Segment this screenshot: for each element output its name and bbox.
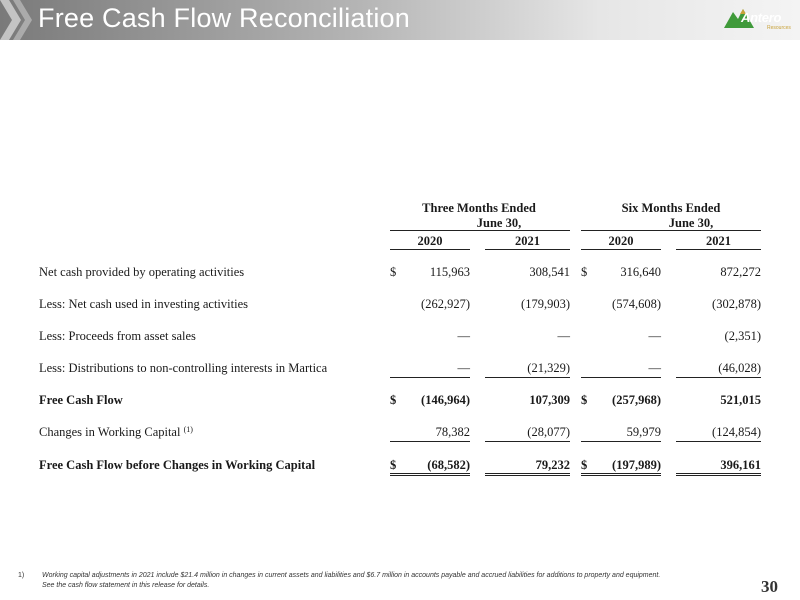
dollar-sign: $ — [390, 393, 397, 407]
group-header-line2: June 30, — [668, 216, 714, 230]
table-cell: 396,161 — [720, 458, 761, 472]
subtotal-underline — [581, 377, 661, 378]
dollar-sign: $ — [390, 458, 397, 472]
logo-subtitle: Resources — [767, 25, 791, 31]
table-cell: — — [557, 329, 570, 343]
year-underline — [485, 249, 570, 250]
logo-wordmark: Antero — [741, 10, 782, 25]
footnote-number: 1) — [18, 572, 25, 579]
table-cell: 59,979 — [626, 425, 661, 439]
subtotal-underline — [676, 377, 761, 378]
total-double-underline — [485, 473, 570, 474]
table-cell: (28,077) — [527, 425, 570, 439]
subtotal-underline — [390, 441, 470, 442]
footnote-line: See the cash flow statement in this release for details. — [42, 582, 210, 589]
group-header-line1: Three Months Ended — [422, 201, 536, 215]
group-underline — [581, 230, 761, 231]
table-cell: (124,854) — [712, 425, 761, 439]
table-cell: (21,329) — [527, 361, 570, 375]
table-cell: 316,640 — [620, 265, 661, 279]
dollar-sign: $ — [390, 265, 397, 279]
group-header-line2: June 30, — [476, 216, 522, 230]
footnote-marker: (1) — [183, 425, 193, 434]
row-label-fcf-before-wc: Free Cash Flow before Changes in Working Capital — [39, 458, 316, 472]
table-cell: (146,964) — [421, 393, 470, 407]
year-underline — [676, 249, 761, 250]
total-double-underline — [390, 475, 470, 476]
table-cell: 78,382 — [435, 425, 470, 439]
table-cell: (179,903) — [521, 297, 570, 311]
row-label-working-capital — [39, 425, 193, 440]
table-cell: 115,963 — [429, 265, 470, 279]
table-cell: — — [457, 361, 470, 375]
year-underline — [581, 249, 661, 250]
table-cell: — — [648, 361, 661, 375]
table-cell: (262,927) — [421, 297, 470, 311]
row-label-free-cash-flow: Free Cash Flow — [39, 393, 123, 407]
total-double-underline — [581, 473, 661, 474]
total-double-underline — [676, 473, 761, 474]
dollar-sign: $ — [581, 458, 588, 472]
subtotal-underline — [390, 377, 470, 378]
footnote-line: Working capital adjustments in 2021 include $21.4 million in changes in current assets and liabilities and $6.7 million in accounts payable and accrued liabilities for additions to property and equipment. — [42, 572, 661, 579]
table-cell: (257,968) — [612, 393, 661, 407]
subtotal-underline — [485, 377, 570, 378]
table-cell: (574,608) — [612, 297, 661, 311]
row-label-operating-cash: Net cash provided by operating activities — [39, 265, 245, 279]
year-header: 2020 — [417, 234, 443, 248]
subtotal-underline — [676, 441, 761, 442]
year-underline — [390, 249, 470, 250]
row-label-asset-sales: Less: Proceeds from asset sales — [39, 329, 196, 343]
table-cell: (2,351) — [724, 329, 761, 343]
subtotal-underline — [581, 441, 661, 442]
year-header: 2020 — [608, 234, 634, 248]
page-number: 30 — [761, 577, 778, 596]
table-cell: — — [648, 329, 661, 343]
table-cell: — — [457, 329, 470, 343]
total-double-underline — [581, 475, 661, 476]
subtotal-underline — [485, 441, 570, 442]
dollar-sign: $ — [581, 265, 588, 279]
group-underline — [390, 230, 570, 231]
row-label-distributions: Less: Distributions to non-controlling interests in Martica — [39, 361, 328, 375]
table-cell: 872,272 — [720, 265, 761, 279]
table-cell: (197,989) — [612, 458, 661, 472]
row-label-text: Changes in Working Capital — [39, 425, 181, 439]
table-cell: (46,028) — [718, 361, 761, 375]
row-label-investing-cash: Less: Net cash used in investing activities — [39, 297, 248, 311]
total-double-underline — [485, 475, 570, 476]
total-double-underline — [390, 473, 470, 474]
total-double-underline — [676, 475, 761, 476]
table-cell: 521,015 — [720, 393, 761, 407]
table-cell: 79,232 — [535, 458, 570, 472]
group-header-three-months — [388, 201, 570, 231]
table-cell: 308,541 — [529, 265, 570, 279]
group-header-six-months — [580, 201, 762, 231]
footnote-text — [42, 571, 742, 591]
year-header: 2021 — [515, 234, 540, 248]
table-cell: (302,878) — [712, 297, 761, 311]
group-header-line1: Six Months Ended — [621, 201, 721, 215]
dollar-sign: $ — [581, 393, 588, 407]
year-header: 2021 — [706, 234, 731, 248]
page-title: Free Cash Flow Reconciliation — [38, 3, 410, 33]
table-cell: 107,309 — [529, 393, 570, 407]
table-cell: (68,582) — [427, 458, 470, 472]
